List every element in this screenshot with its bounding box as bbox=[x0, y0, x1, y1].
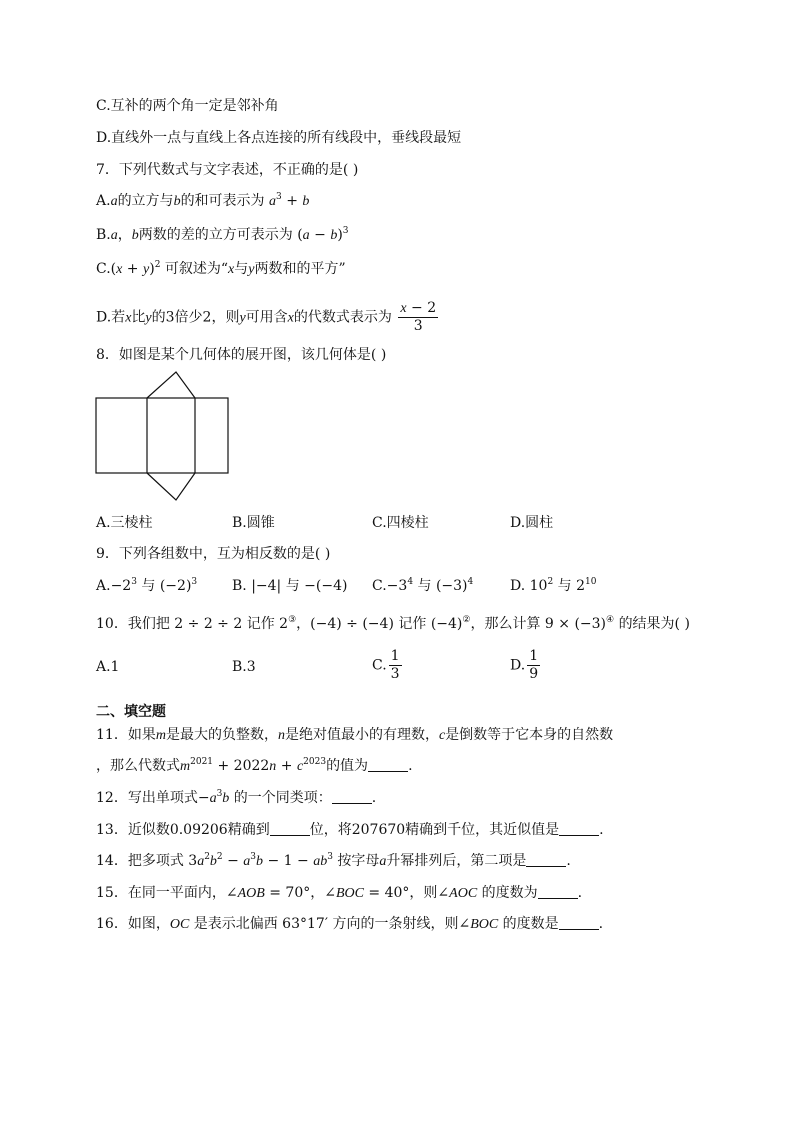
answer-blank[interactable] bbox=[538, 884, 578, 899]
q11-line2: ，那么代数式$m^{2021} + 2022n + c^{2023}$的值为 . bbox=[96, 757, 413, 774]
q8-stem: 8．如图是某个几何体的展开图，该几何体是( ) bbox=[96, 347, 387, 363]
answer-blank[interactable] bbox=[368, 757, 408, 772]
answer-blank[interactable] bbox=[526, 852, 566, 867]
q7-stem: 7．下列代数式与文字表述，不正确的是( ) bbox=[96, 162, 359, 178]
answer-blank[interactable] bbox=[332, 789, 372, 804]
q9-option-c: $C.-3^4$ 与 $(-3)^4$ bbox=[372, 577, 474, 594]
net-rectangle-outline bbox=[96, 398, 228, 473]
q14: 14．把多项式 $3a^2b^2 - a^3b - 1 - ab^3$ 按字母a升幂排列后，第二项是 . bbox=[96, 852, 571, 869]
q10-option-a: A.1 bbox=[96, 659, 120, 675]
q9-option-b: B. |−4| 与 −(−4) bbox=[232, 578, 348, 594]
q16: 16．如图，OC 是表示北偏西 63°17′ 方向的一条射线，则∠BOC 的度数是 . bbox=[96, 916, 604, 932]
q10-stem: 10．我们把 2 ÷ 2 ÷ 2 记作 2③，(−4) ÷ (−4) 记作 (−4)②，那么计算 9 × (−3)④ 的结果为( ) bbox=[96, 615, 690, 632]
q12: 12．写出单项式$-a^3b$ 的一个同类项： . bbox=[96, 789, 377, 806]
q8-option-c: C.四棱柱 bbox=[372, 515, 429, 531]
q9-option-a: $A.-2^3$ 与 $(-2)^3$ bbox=[96, 577, 198, 594]
net-triangle-bottom bbox=[147, 473, 195, 500]
answer-blank[interactable] bbox=[270, 821, 310, 836]
prism-net-figure bbox=[0, 368, 794, 508]
fraction-x-minus-2-over-3: $\frac{x - 2}{3}$ bbox=[400, 300, 437, 334]
q10-option-b: B.3 bbox=[232, 659, 256, 675]
answer-blank[interactable] bbox=[559, 821, 599, 836]
q15: 15．在同一平面内，∠AOB = 70°，∠BOC = 40°，则∠AOC 的度数为 . bbox=[96, 885, 583, 901]
q8-option-d: D.圆柱 bbox=[510, 515, 554, 531]
q9-stem: 9．下列各组数中，互为相反数的是( ) bbox=[96, 546, 331, 562]
answer-blank[interactable] bbox=[559, 915, 599, 930]
q8-option-b: B.圆锥 bbox=[232, 515, 275, 531]
q7-option-c: $C.(x + y)^2$ 可叙述为“x与y两数和的平方” bbox=[96, 260, 346, 277]
q6-option-c: C.互补的两个角一定是邻补角 bbox=[96, 98, 279, 114]
q11-line1: 11．如果m是最大的负整数，n是绝对值最小的有理数，c是倒数等于它本身的自然数 bbox=[96, 727, 614, 743]
section-title-fill-in: 二、填空题 bbox=[96, 704, 166, 720]
q7-option-a: A.a的立方与b的和可表示为 $a^3 + b$ bbox=[96, 192, 310, 209]
q7-option-d: D.若x比y的3倍少2，则y可用含x的代数式表示为 $\frac{x - 2}{3}$ bbox=[96, 300, 437, 334]
q6-option-d: D.直线外一点与直线上各点连接的所有线段中，垂线段最短 bbox=[96, 130, 462, 146]
q9-option-d: D. $10^2$ 与 $2^{10}$ bbox=[510, 577, 597, 594]
q13: 13．近似数0.09206精确到 位，将207670精确到千位，其近似值是 . bbox=[96, 822, 604, 838]
q7-option-b: B.a，b两数的差的立方可表示为 $(a - b)^3$ bbox=[96, 226, 349, 243]
q10-option-d: D. $\frac{1}{9}$ bbox=[510, 648, 539, 682]
q8-option-a: A.三棱柱 bbox=[96, 515, 153, 531]
q10-option-c: C. $\frac{1}{3}$ bbox=[372, 648, 400, 682]
net-triangle-top bbox=[147, 372, 195, 398]
